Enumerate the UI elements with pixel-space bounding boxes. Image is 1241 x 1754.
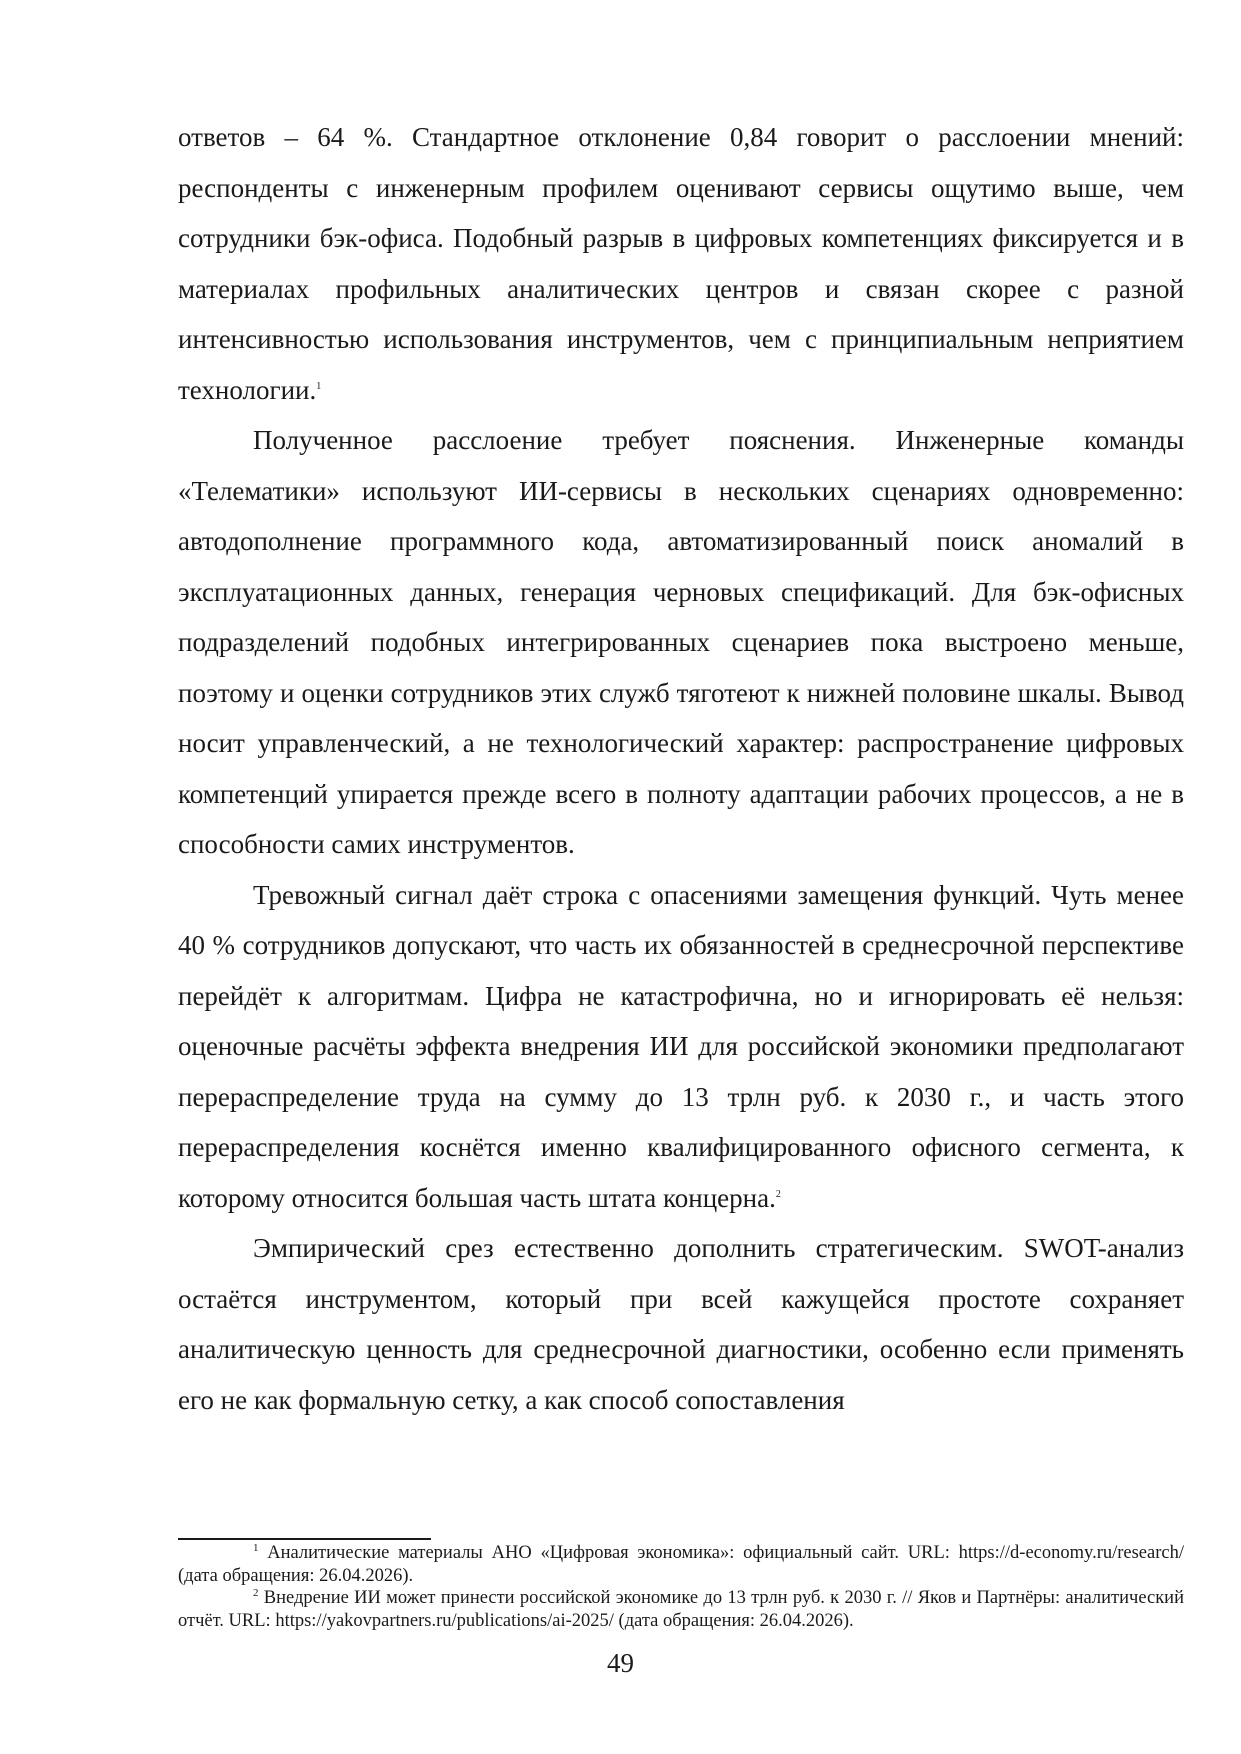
paragraph-4-text: Эмпирический срез естественно дополнить стратегическим. SWOT-анализ остаётся инструментом, который при всей кажущейся простоте сохраняет аналитическую ценность для среднесрочной диагностики, особенно если применять его не как формальную сетку, а как способ сопоставления — [178, 1233, 1184, 1415]
footnote-ref-1[interactable]: 1 — [316, 380, 322, 392]
paragraph-4 — [178, 1223, 1184, 1425]
footnote-1-text: Аналитические материалы АНО «Цифровая экономика»: официальный сайт. URL: https://d-economy.ru/research/ (дата обращения: 26.04.2026). — [178, 1543, 1184, 1586]
page-number: 49 — [607, 1648, 634, 1678]
paragraph-3 — [178, 870, 1184, 1224]
footnotes — [178, 1542, 1184, 1632]
footnote-separator — [178, 1538, 431, 1540]
footnote-ref-2[interactable]: 2 — [775, 1188, 781, 1200]
footnote-1 — [178, 1542, 1184, 1587]
paragraph-3-text: Тревожный сигнал даёт строка с опасениями замещения функций. Чуть менее 40 % сотрудников допускают, что часть их обязанностей в среднесрочной перспективе перейдёт к алгоритмам. Цифра не катастрофична, но и игнорировать её нельзя: оценочные расчёты эффекта внедрения ИИ для российской экономики предполагают перераспределение труда на сумму до 13 трлн руб. к 2030 г., и часть этого перераспределения коснётся именно квалифицированного офисного сегмента, к которому относится большая часть штата концерна. — [178, 879, 1184, 1213]
footnote-1-number: 1 — [253, 1541, 259, 1554]
footnote-2-number: 2 — [253, 1586, 259, 1599]
paragraph-1 — [178, 112, 1184, 415]
footnote-2 — [178, 1587, 1184, 1632]
footnote-2-text: Внедрение ИИ может принести российской экономике до 13 трлн руб. к 2030 г. // Яков и Партнёры: аналитический отчёт. URL: https://yakovpartners.ru/publications/ai-2025/ (дата обращения: 26.04.2026). — [178, 1588, 1184, 1631]
body-text — [178, 112, 1184, 1425]
paragraph-2-text: Полученное расслоение требует пояснения. Инженерные команды «Телематики» используют ИИ-сервисы в нескольких сценариях одновременно: автодополнение программного кода, автоматизированный поиск аномалий в эксплуатационных данных, генерация черновых спецификаций. Для бэк-офисных подразделений подобных интегрированных сценариев пока выстроено меньше, поэтому и оценки сотрудников этих служб тяготеют к нижней половине шкалы. Вывод носит управленческий, а не технологический характер: распространение цифровых компетенций упирается прежде всего в полноту адаптации рабочих процессов, а не в способности самих инструментов. — [178, 425, 1184, 859]
paragraph-1-text: ответов – 64 %. Стандартное отклонение 0,84 говорит о расслоении мнений: респонденты с инженерным профилем оценивают сервисы ощутимо выше, чем сотрудники бэк-офиса. Подобный разрыв в цифровых компетенциях фиксируется и в материалах профильных аналитических центров и связан скорее с разной интенсивностью использования инструментов, чем с принципиальным неприятием технологии. — [178, 122, 1184, 405]
paragraph-2 — [178, 415, 1184, 870]
